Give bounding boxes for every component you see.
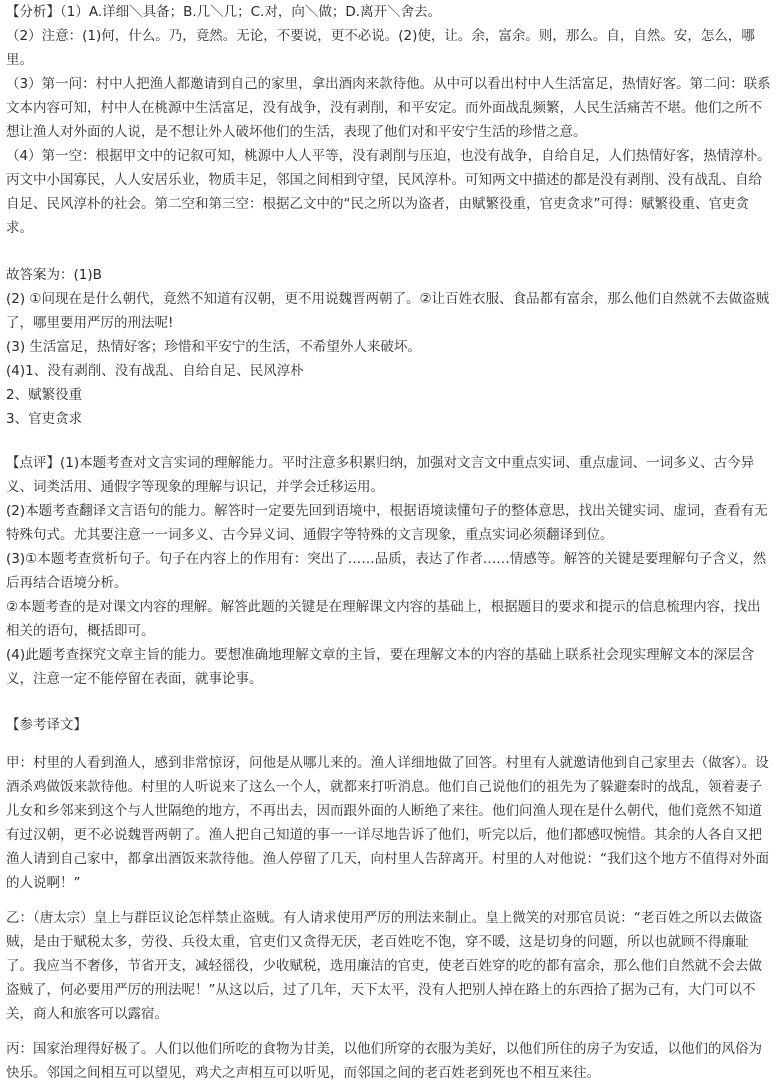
analysis-paragraph: （4）第一空：根据甲文中的记叙可知，桃源中人人平等，没有剥削与压迫，也没有战争，自给自足，人们热情好客，热情淳朴。丙文中小国寡民，人人安居乐业，物质丰足，邻国之间相到守望，民风淳朴。可知两文中描述的都是没有剥削、没有战乱、自给自足、民风淳朴的社会。第二空和第三空：根据乙文中的“民之所以为盗者，由赋繁役重，官吏贪求”可得：赋繁役重、官吏贪求。 [6, 148, 771, 236]
comment-paragraph: (4)此题考查探究文章主旨的能力。要想准确地理解文章的主旨，要在理解文本的内容的基础上联系社会现实理解文本的深层含义，注意一定不能停留在表面，就事论事。 [6, 647, 755, 687]
analysis-paragraph: （3）第一问：村中人把渔人都邀请到自己的家里，拿出酒肉来款待他。从中可以看出村中人生活富足，热情好客。第二问：联系文本内容可知，村中人在桃源中生活富足，没有战争，没有剥削，和平安定。而外面战乱频繁，人民生活痛苦不堪。他们之所不想让渔人对外面的人说，是不想让外人破坏他们的生活，表现了他们对和平安宁生活的珍惜之意。 [6, 76, 771, 140]
translation-jia-section [6, 751, 774, 895]
answer-line: (4)1、没有剥削、没有战乱、自给自足、民风淳朴 [6, 363, 304, 379]
comment-section [6, 451, 774, 691]
translation-bing-section [6, 1037, 774, 1085]
comment-paragraph: (2)本题考查翻译文言语句的能力。解答时一定要先回到语境中，根据语境读懂句子的整体意思，找出关键实词、虚词，查看有无特殊句式。尤其要注意一一词多义、古今异义词、通假字等特殊的文言现象，重点实词必须翻译到位。 [6, 503, 768, 543]
answer-line: 故答案为：(1)B [6, 267, 102, 283]
translation-heading-section [6, 713, 774, 737]
translation-paragraph-jia: 甲：村里的人看到渔人，感到非常惊讶，问他是从哪儿来的。渔人详细地做了回答。村里有人就邀请他到自己家里去（做客）。设酒杀鸡做饭来款待他。村里的人听说来了这么一个人，就都来打听消息。他们自己说他们的祖先为了躲避秦时的战乱，领着妻子儿女和乡邻来到这个与人世隔绝的地方，不再出去，因而跟外面的人断绝了来往。他们问渔人现在是什么朝代，他们竟然不知道有过汉朝，更不必说魏晋两朝了。渔人把自己知道的事一一详尽地告诉了他们，听完以后，他们都感叹惋惜。其余的人各自又把渔人请到自己家中，都拿出酒饭来款待他。渔人停留了几天，向村里人告辞离开。村里的人对他说：“我们这个地方不值得对外面的人说啊！” [6, 755, 769, 891]
analysis-section [6, 0, 774, 240]
comment-paragraph: (3)①本题考查赏析句子。句子在内容上的作用有：突出了……品质，表达了作者……情感等。解答的关键是要理解句子含义，然后再结合语境分析。 [6, 551, 767, 591]
translation-heading: 【参考译文】 [6, 717, 87, 733]
answer-section [6, 263, 774, 431]
translation-paragraph-yi: 乙：（唐太宗）皇上与群臣议论怎样禁止盗贼。有人请求使用严厉的刑法来制止。皇上微笑的对那官员说：“老百姓之所以去做盗贼，是由于赋税太多，劳役、兵役太重，官吏们又贪得无厌，老百姓吃不饱，穿不暖，这是切身的问题，所以也就顾不得廉耻了。我应当不奢侈，节省开支，减轻徭役，少收赋税，选用廉洁的官吏，使老百姓穿的吃的都有富余，那么他们自然就不会去做盗贼了，何必要用严厉的刑法呢！”从这以后，过了几年，天下太平，没有人把别人掉在路上的东西拾了据为己有，大门可以不关，商人和旅客可以露宿。 [6, 910, 763, 1022]
answer-line: 3、官吏贪求 [6, 411, 83, 427]
analysis-paragraph: （2）注意：(1)何，什么。乃，竟然。无论，不要说，更不必说。(2)使，让。余，富余。则，那么。自，自然。安，怎么，哪里。 [6, 28, 755, 68]
comment-paragraph: ②本题考查的是对课文内容的理解。解答此题的关键是在理解课文内容的基础上，根据题目的要求和提示的信息梳理内容，找出相关的语句，概括即可。 [6, 599, 761, 639]
answer-line: (2) ①问现在是什么朝代，竟然不知道有汉朝，更不用说魏晋两朝了。②让百姓衣服、食品都有富余，那么他们自然就不去做盗贼了，哪里要用严厉的刑法呢! [6, 291, 770, 331]
answer-line: 2、赋繁役重 [6, 387, 83, 403]
comment-paragraph: 【点评】(1)本题考查对文言实词的理解能力。平时注意多积累归纳，加强对文言文中重点实词、重点虚词、一词多义、古今异义、词类活用、通假字等现象的理解与识记，并学会迁移运用。 [6, 455, 755, 495]
translation-yi-section [6, 906, 774, 1026]
analysis-paragraph: 【分析】（1）A.详细＼具备；B.几＼几；C.对，向＼做；D.离开＼舍去。 [6, 4, 442, 20]
translation-paragraph-bing: 丙：国家治理得好极了。人们以他们所吃的食物为甘美，以他们所穿的衣服为美好，以他们所住的房子为安适，以他们的风俗为快乐。邻国之间相互可以望见，鸡犬之声相互可以听见，而邻国之间的老百姓老到死也不相互来往。 [6, 1041, 762, 1081]
answer-line: (3) 生活富足，热情好客；珍惜和平安宁的生活，不希望外人来破坏。 [6, 339, 421, 355]
